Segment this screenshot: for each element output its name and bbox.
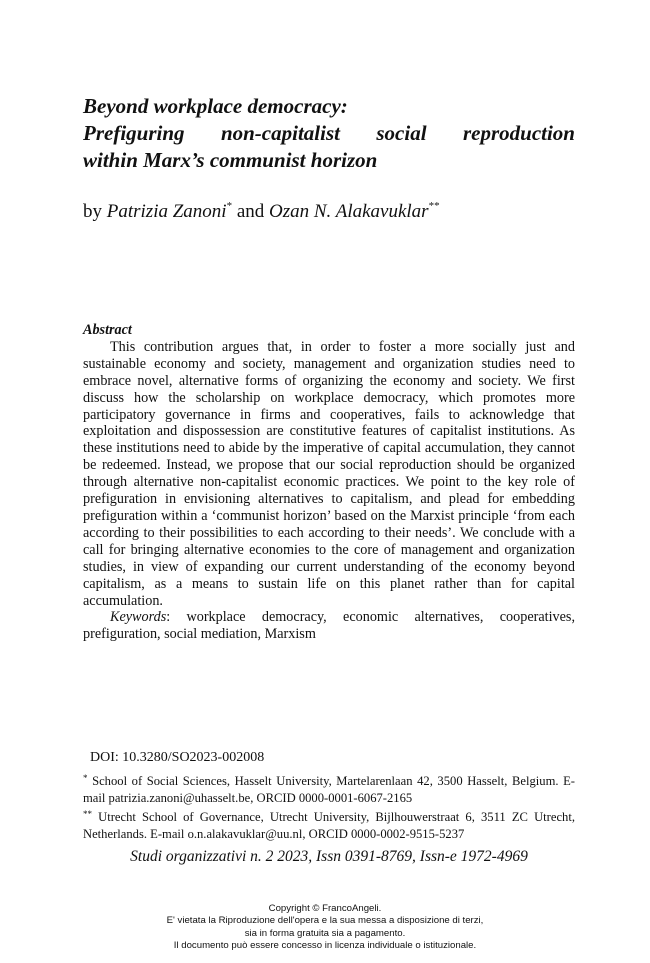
article-title (83, 93, 575, 174)
footnote-2-mark: ** (83, 809, 92, 820)
doi-line: DOI: 10.3280/SO2023-002008 (90, 750, 265, 765)
copyright-line-4: Il documento può essere concesso in licenza individuale o istituzionale. (173, 940, 477, 952)
author-byline (83, 200, 440, 223)
byline-prefix: by (83, 201, 102, 222)
abstract-heading: Abstract (83, 322, 132, 338)
keywords-label: Keywords (110, 609, 167, 626)
title-line-3: within Marx’s communist horizon (83, 148, 378, 172)
author-name-1: Patrizia Zanoni (106, 201, 227, 222)
byline-connector: and (236, 201, 265, 222)
keywords-paragraph (83, 609, 575, 643)
author-name-2: Ozan N. Alakavuklar (269, 201, 429, 222)
abstract-body: This contribution argues that, in order to foster a more socially just and sustainable economy and society, management and organization studies need to embrace novel, alternative forms of organizing the economy and society. We first discuss how the scholarship on workplace democracy, which promotes more participatory governance in firms and cooperatives, fails to acknowledge that exploitation and dispossession are constitutive features of capitalist institutions. As these institutions need to abide by the imperative of capital accumulation, they cannot be redeemed. Instead, we propose that our social reproduction should be organized through alternative non-capitalist economic practices. We point to the key role of prefiguration in envisioning alternatives to capitalism, and plead for embedding prefiguration within a ‘communist horizon’ based on the Marxist principle ‘from each according to their possibilities to each according to their needs’. We conclude with a call for bringing alternative economies to the core of management and organization studies, in view of expanding our current understanding of the economy beyond capitalism, as a means to sustain life on this planet rather than for capital accumulation. (83, 338, 575, 609)
keywords-list: : workplace democracy, economic alternatives, cooperatives, prefiguration, social mediation, Marxism (83, 609, 575, 643)
copyright-line-2: E' vietata la Riproduzione dell'opera e la sua messa a disposizione di terzi, (166, 915, 484, 927)
author-1-footnote-mark: * (226, 200, 233, 212)
footnote-1 (83, 770, 575, 806)
abstract-section (83, 322, 575, 643)
footnote-1-mark: * (83, 773, 88, 783)
footnote-2 (83, 806, 575, 842)
title-line-2: Prefiguring non-capitalist social reproduction (83, 121, 575, 145)
journal-citation: Studi organizzativi n. 2 2023, Issn 0391-8769, Issn-e 1972-4969 (130, 848, 528, 865)
footnote-2-text: Utrecht School of Governance, Utrecht University, Bijlhouwerstraat 6, 3511 ZC Utrecht, Netherlands. E-mail o.n.alakavuklar@uu.nl, ORCID 0000-0002-9515-5237 (83, 810, 575, 841)
copyright-line-1: Copyright © FrancoAngeli. (268, 903, 382, 914)
author-2-footnote-mark: ** (428, 200, 440, 212)
title-line-1: Beyond workplace democracy: (83, 94, 348, 118)
copyright-line-3: sia in forma gratuita sia a pagamento. (244, 927, 406, 939)
copyright-notice (0, 903, 650, 953)
author-footnotes (83, 770, 575, 842)
footnote-1-text: School of Social Sciences, Hasselt University, Martelarenlaan 42, 3500 Hasselt, Belgium. E-mail patrizia.zanoni@uhasselt.be, ORCID 0000-0001-6067-2165 (83, 774, 575, 805)
